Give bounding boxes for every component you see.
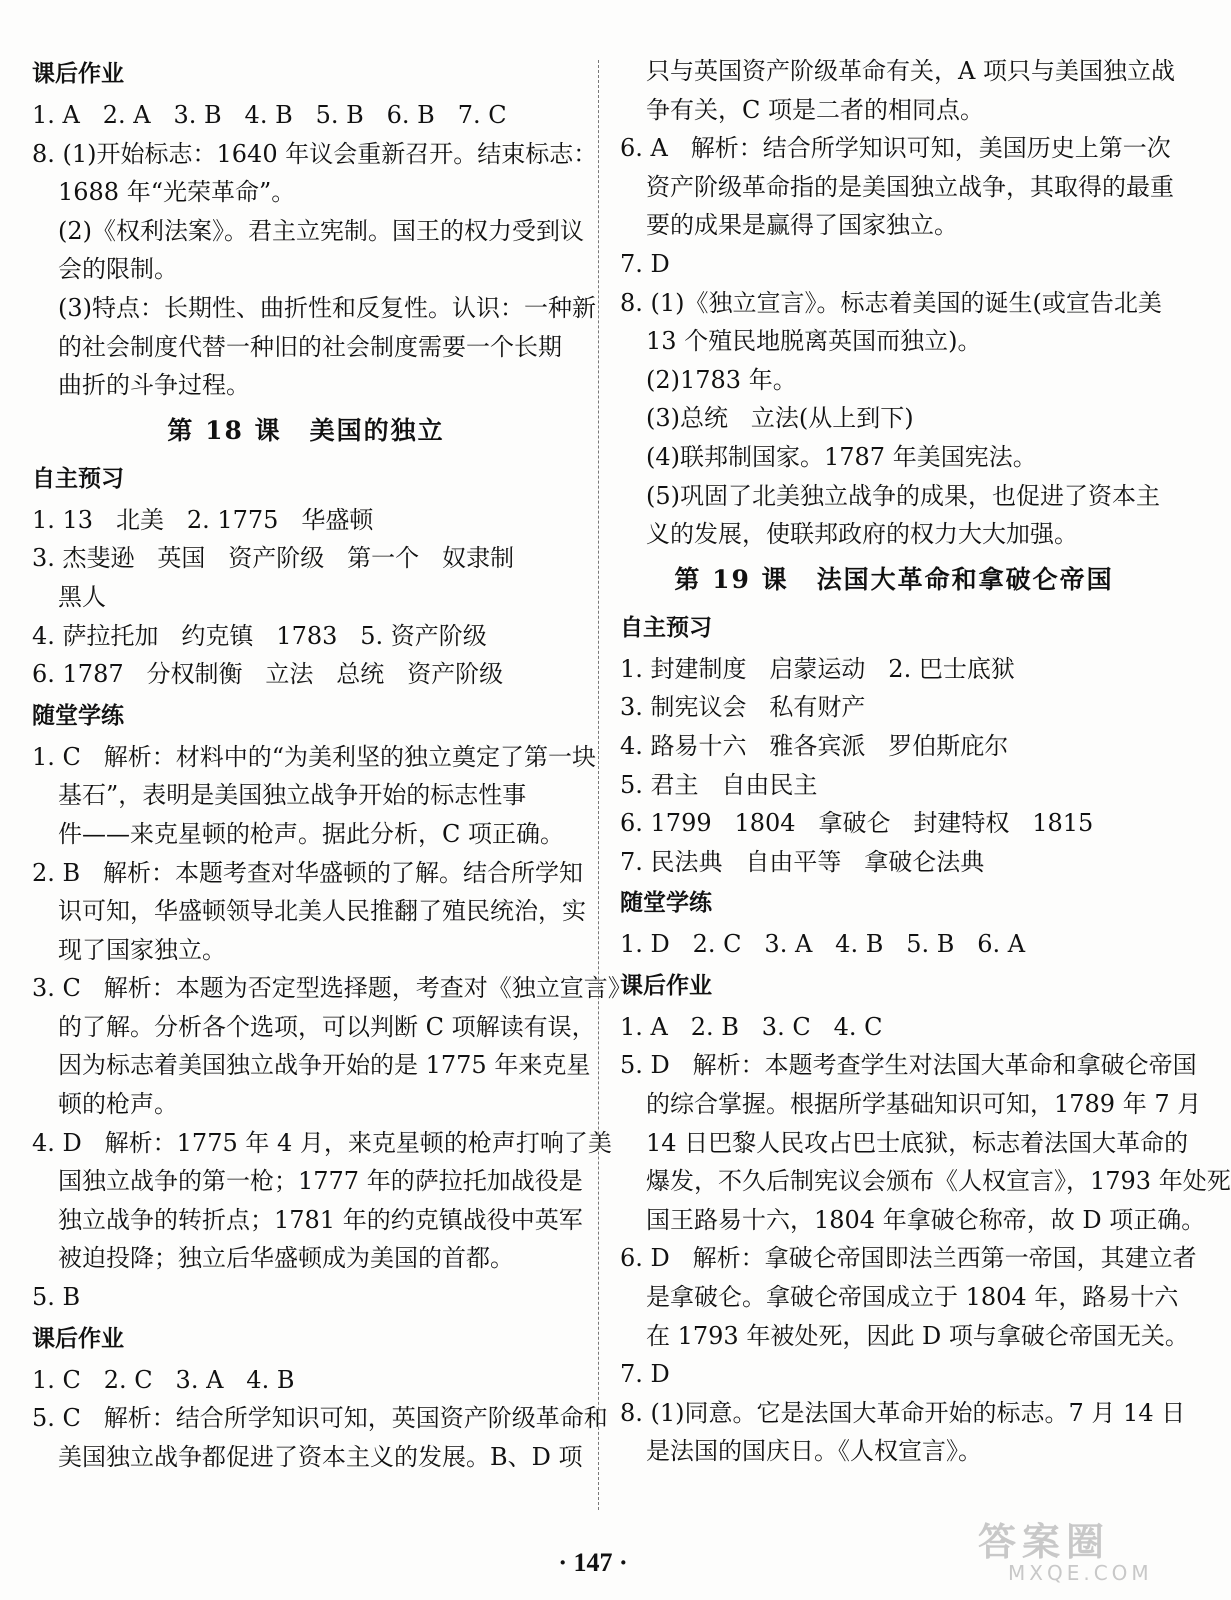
answer-line: 黑人: [58, 582, 106, 611]
answer-line: (4)联邦制国家。1787 年美国宪法。: [646, 442, 1037, 471]
lesson-number: 第 18 课: [167, 415, 282, 445]
section-heading: 自主预习: [620, 614, 712, 641]
answer-line: 的了解。分析各个选项，可以判断 C 项解读有误，: [58, 1012, 596, 1041]
answer-line: 1. D 2. C 3. A 4. B 5. B 6. A: [620, 930, 1026, 959]
answer-line: 1688 年“光荣革命”。: [58, 178, 296, 207]
lesson-title: [620, 554, 1168, 606]
answer-line: 5. 君主 自由民主: [620, 770, 818, 799]
answer-line: 6. 1799 1804 拿破仑 封建特权 1815: [620, 809, 1094, 838]
answer-line: 因为标志着美国独立战争开始的是 1775 年来克星: [58, 1051, 591, 1080]
answer-line: 爆发，不久后制宪议会颁布《人权宣言》，1793 年处死: [646, 1167, 1231, 1196]
answer-line: (5)巩固了北美独立战争的成果，也促进了资本主: [646, 481, 1160, 510]
answer-line: 资产阶级革命指的是美国独立战争，其取得的最重: [646, 172, 1174, 201]
answer-line: 国王路易十六，1804 年拿破仑称帝，故 D 项正确。: [646, 1205, 1206, 1234]
answer-line: 8. (1)《独立宣言》。标志着美国的诞生(或宣告北美: [620, 288, 1162, 317]
section-heading: 随堂学练: [32, 702, 124, 729]
answer-line: 是法国的国庆日。《人权宣言》。: [646, 1437, 982, 1466]
answer-line: 争有关，C 项是二者的相同点。: [646, 95, 984, 124]
answer-line: 1. C 解析：材料中的“为美利坚的独立奠定了第一块: [32, 742, 597, 771]
section-heading: 随堂学练: [620, 890, 712, 917]
page-number: · 147 ·: [558, 1548, 628, 1577]
left-column: [32, 52, 632, 1476]
section-heading: 自主预习: [32, 465, 124, 492]
answer-line: 曲折的斗争过程。: [58, 371, 250, 400]
answer-line: 3. 制宪议会 私有财产: [620, 693, 866, 722]
answer-line: 识可知，华盛顿领导北美人民推翻了殖民统治，实: [58, 897, 586, 926]
answer-line: 2. B 解析：本题考查对华盛顿的了解。结合所学知: [32, 858, 584, 887]
answer-line: 会的限制。: [58, 255, 178, 284]
watermark-text: 答案圈: [978, 1520, 1111, 1564]
answer-line: 5. B: [32, 1283, 81, 1312]
answer-line: 7. 民法典 自由平等 拿破仑法典: [620, 847, 985, 876]
answer-line: 14 日巴黎人民攻占巴士底狱，标志着法国大革命的: [646, 1128, 1189, 1157]
answer-line: 是拿破仑。拿破仑帝国成立于 1804 年，路易十六: [646, 1283, 1179, 1312]
answer-line: 只与英国资产阶级革命有关，A 项只与美国独立战: [646, 57, 1175, 85]
answer-line: 独立战争的转折点；1781 年的约克镇战役中英军: [58, 1205, 583, 1234]
answer-line: (3)总统 立法(从上到下): [646, 404, 914, 433]
answer-line: 7. D: [620, 1360, 670, 1389]
answer-line: 5. D 解析：本题考查学生对法国大革命和拿破仑帝国: [620, 1051, 1197, 1080]
answer-line: (2)《权利法案》。君主立宪制。国王的权力受到议: [58, 216, 584, 245]
answer-line: 1. A 2. A 3. B 4. B 5. B 6. B 7. C: [32, 101, 507, 129]
answer-line: 13 个殖民地脱离英国而独立)。: [646, 327, 982, 356]
answer-line: 件——来克星顿的枪声。据此分析，C 项正确。: [58, 819, 564, 848]
answer-line: 基石”，表明是美国独立战争开始的标志性事: [58, 781, 527, 810]
right-column: [620, 52, 1231, 1471]
answer-line: 国独立战争的第一枪；1777 年的萨拉托加战役是: [58, 1167, 583, 1196]
lesson-name: 法国大革命和拿破仑帝国: [816, 564, 1114, 594]
answer-line: 4. 萨拉托加 约克镇 1783 5. 资产阶级: [32, 621, 487, 650]
watermark-url: MXQE.COM: [1008, 1561, 1153, 1585]
section-heading: 课后作业: [32, 1325, 124, 1352]
answer-line: (3)特点：长期性、曲折性和反复性。认识：一种新: [58, 293, 596, 322]
answer-line: 3. 杰斐逊 英国 资产阶级 第一个 奴隶制: [32, 544, 515, 573]
answer-line: 1. A 2. B 3. C 4. C: [620, 1012, 883, 1041]
lesson-title: [32, 405, 580, 457]
answer-line: 4. D 解析：1775 年 4 月，来克星顿的枪声打响了美: [32, 1128, 612, 1157]
answer-line: 6. A 解析：结合所学知识可知，美国历史上第一次: [620, 134, 1171, 163]
answer-line: 3. C 解析：本题为否定型选择题，考查对《独立宣言》: [32, 974, 632, 1003]
answer-line: 4. 路易十六 雅各宾派 罗伯斯庇尔: [620, 731, 1009, 760]
answer-line: 5. C 解析：结合所学知识可知，英国资产阶级革命和: [32, 1404, 608, 1433]
answer-line: 顿的枪声。: [58, 1090, 178, 1119]
answer-line: 现了国家独立。: [58, 935, 226, 964]
section-heading: 课后作业: [620, 972, 712, 999]
answer-line: 1. 封建制度 启蒙运动 2. 巴士底狱: [620, 654, 1015, 683]
answer-line: 被迫投降；独立后华盛顿成为美国的首都。: [58, 1244, 514, 1273]
lesson-name: 美国的独立: [309, 415, 445, 445]
watermark-logo: [978, 1522, 1170, 1588]
answer-line: 6. 1787 分权制衡 立法 总统 资产阶级: [32, 660, 504, 689]
column-divider: [598, 60, 599, 1510]
answer-line: 7. D: [620, 249, 670, 278]
lesson-number: 第 19 课: [674, 564, 789, 594]
answer-line: (2)1783 年。: [646, 365, 797, 394]
answer-line: 6. D 解析：拿破仑帝国即法兰西第一帝国，其建立者: [620, 1244, 1197, 1273]
answer-line: 义的发展，使联邦政府的权力大大加强。: [646, 520, 1078, 549]
answer-line: 1. 13 北美 2. 1775 华盛顿: [32, 505, 374, 534]
answer-line: 在 1793 年被处死，因此 D 项与拿破仑帝国无关。: [646, 1321, 1189, 1350]
answer-line: 的社会制度代替一种旧的社会制度需要一个长期: [58, 332, 562, 361]
answer-line: 8. (1)同意。它是法国大革命开始的标志。7 月 14 日: [620, 1398, 1186, 1427]
answer-line: 的综合掌握。根据所学基础知识可知，1789 年 7 月: [646, 1090, 1202, 1119]
answer-line: 要的成果是赢得了国家独立。: [646, 211, 958, 240]
answer-line: 美国独立战争都促进了资本主义的发展。B、D 项: [58, 1442, 583, 1471]
section-heading: 课后作业: [32, 61, 124, 87]
answer-line: 8. (1)开始标志：1640 年议会重新召开。结束标志：: [32, 139, 598, 168]
answer-line: 1. C 2. C 3. A 4. B: [32, 1365, 295, 1394]
